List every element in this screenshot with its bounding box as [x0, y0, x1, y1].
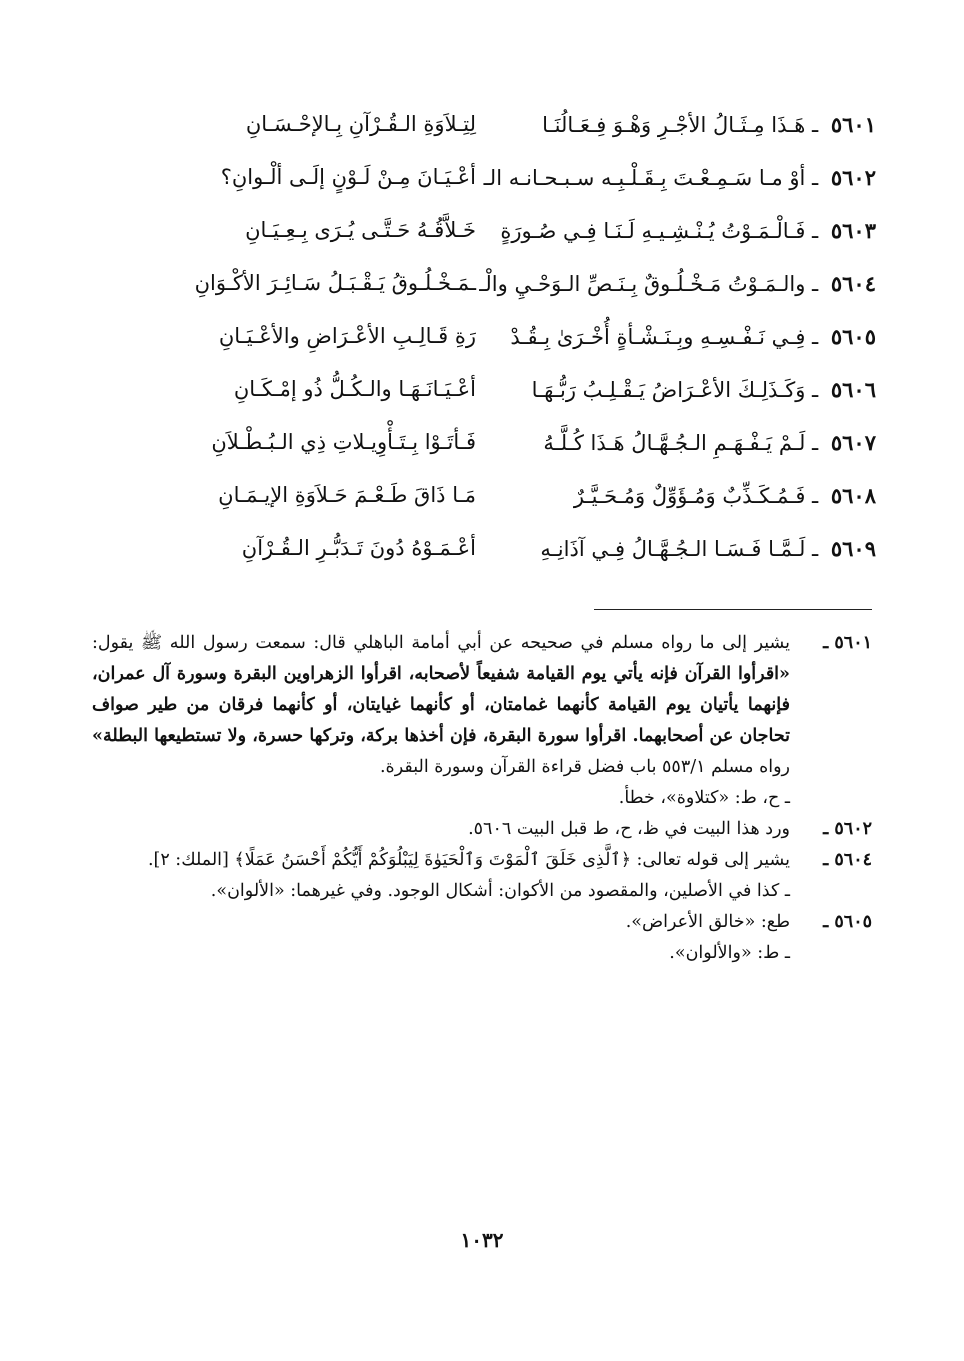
footnote: [92, 907, 872, 938]
verse-line: [86, 418, 876, 471]
verses-block: [86, 100, 876, 577]
verse-first-hemistich: ٥٦٠٥ ـ فِـي نَـفْـسِـهِ وبِـنَـشْـأةٍ أُخْـرَىٰ بِـقُـدْ: [510, 324, 876, 349]
verse-number: ٥٦٠٧: [830, 430, 876, 455]
footnote: [92, 814, 872, 845]
footnote: [92, 628, 872, 783]
footnote-text: رواه مسلم ٥٥٣/١ باب فضل قراءة القرآن وسورة البقرة.: [379, 757, 790, 777]
footnote-subnote: ـ ح، ط: «كتلاوة»، خطأ.: [618, 788, 790, 808]
page-number: ١٠٣٢: [460, 1228, 504, 1252]
verse-second-hemistich: رَةِ قَـالِـبِ الأعْـرَاضِ والأعْـيَـانِ: [218, 324, 476, 348]
footnote-text: ورد هذا البيت في ظ، ح، ط قبل البيت ٥٦٠٦.: [468, 819, 790, 839]
footnote-number: ٥٦٠٢ ـ: [823, 819, 872, 839]
verse-second-hemistich: ـمَـخْـلُـوقُ يَـقْـبَـلُ سَـائِـرَ الأكْـوَانِ: [194, 271, 476, 295]
verse-line: [86, 259, 876, 312]
verse-first-hemistich: ٥٦٠٩ ـ لَـمَّـا فَـسَـا الـجُـهَّـالُ فِـي آذَانِـهِ: [540, 536, 876, 561]
verse-line: [86, 312, 876, 365]
verse-first-hemistich: ٥٦٠٢ ـ أوْ مـا سَـمِـعْـتَ بِـقَـلْـبِـه سـبـحـانـه الـ: [483, 165, 876, 190]
hadith-quote: «اقرأوا القرآن فإنه يأتي يوم القيامة شفيعاً لأصحابه، اقرأوا الزهراوين البقرة وسورة آل عمران، فإنهما يأتيان يوم القيامة كأنهما غمامتان، أو كأنهما غيايتان، أو كأنهما فرقان من طير صواف تحاجان عن أصحابهما. اقرأوا سورة البقرة، فإن أخذها بركة، وتركها حسرة، ولا تستطيعها البطلة»: [92, 664, 790, 746]
verse-first-hemistich: ٥٦٠١ ـ هَـذَا مِـثَـالُ الأجْـرِ وَهْـوَ فِـعَـالُنَـا: [542, 112, 876, 137]
footnote-subnote: ـ كذا في الأصلين، والمقصود من الأكوان: أشكال الوجود. وفي غيرهما: «الألوان».: [210, 881, 790, 901]
verse-number: ٥٦٠٥: [830, 324, 876, 349]
footnote-number: ٥٦٠١ ـ: [823, 633, 872, 653]
verse-second-hemistich: فَـأتَـوْا بِـتَـأْوِيـلاتِ ذِي الـبُـطْـلاَنِ: [211, 430, 476, 454]
verse-first-hemistich: ٥٦٠٦ ـ وَكَـذَلِـكَ الأعْـرَاضُ يَـقْـلِـبُ رَبُّـهَـا: [531, 377, 876, 402]
verse-line: [86, 100, 876, 153]
verse-number: ٥٦٠٨: [830, 483, 876, 508]
verse-first-hemistich: ٥٦٠٣ ـ فَـالْـمَـوْتُ يُـنْـشِـيـهِ لَـنَـا فِـي صُـورَةٍ: [500, 218, 876, 243]
footnote: [92, 845, 872, 876]
verse-number: ٥٦٠١: [830, 112, 876, 137]
verse-number: ٥٦٠٩: [830, 536, 876, 561]
verse-line: [86, 153, 876, 206]
footnote-subnote: ـ ط: «والألوان».: [669, 943, 790, 963]
verse-line: [86, 206, 876, 259]
verse-second-hemistich: مَـا ذَاقَ طَـعْـمَ حَـلاَوَةِ الإيـمَـانِ: [218, 483, 476, 507]
verse-number: ٥٦٠٣: [830, 218, 876, 243]
verse-first-hemistich: ٥٦٠٨ ـ فَـمُـكَـذِّبٌ وَمُـؤَوِّلٌ وَمُـحَـيَّـرٌ: [573, 483, 876, 508]
verse-second-hemistich: خَـلاَّقُـهُ حَـتَّـى يُـرَى بِـعِـيَـانِ: [245, 218, 476, 242]
footnote-text: يشير إلى قوله تعالى: ﴿ٱلَّذِى خَلَقَ ٱلْمَوْتَ وَٱلْحَيَوٰةَ لِيَبْلُوَكُمْ أَيُّكُمْ أَحْسَنُ عَمَلًا﴾ [الملك: ٢].: [147, 850, 790, 870]
verse-second-hemistich: أعْـيَـانَ مِـنْ لَـوْنٍ إلَـى ألْـوانِ؟: [220, 165, 476, 189]
footnote-number: ٥٦٠٥ ـ: [823, 912, 872, 932]
footnote-text: يشير إلى ما رواه مسلم في صحيحه عن أبي أمامة الباهلي قال: سمعت رسول الله ﷺ يقول:: [92, 633, 790, 653]
verse-second-hemistich: أعْـمَـوْهُ دُونَ تَـدَبُّـرِ الـقُـرْآنِ: [241, 536, 476, 560]
footnote-number: ٥٦٠٤ ـ: [823, 850, 872, 870]
verse-second-hemistich: لِتِـلاَوَةِ الـقُـرْآنِ بِـالإحْـسَـانِ: [245, 112, 476, 136]
verse-first-hemistich: ٥٦٠٤ ـ والـمَـوْتُ مَـخْـلُـوقٌ بِـنَـصِّ الـوَحْـيِ والْـ: [479, 271, 876, 296]
footnote-text: طع: «خالق الأعراض».: [625, 912, 790, 932]
footnote-separator: [594, 609, 872, 610]
verse-number: ٥٦٠٢: [830, 165, 876, 190]
verse-number: ٥٦٠٤: [830, 271, 876, 296]
verse-second-hemistich: أعْـيَـانَـهَـا والـكُـلُّ ذُو إمْـكَـانِ: [233, 377, 476, 401]
verse-line: [86, 365, 876, 418]
footnotes: [92, 628, 872, 969]
verse-first-hemistich: ٥٦٠٧ ـ لَـمْ يَـفْـهَـمِ الـجُـهَّـالُ هَـذَا كُـلَّـهُ: [543, 430, 876, 455]
verse-line: [86, 471, 876, 524]
verse-line: [86, 524, 876, 577]
verse-number: ٥٦٠٦: [830, 377, 876, 402]
